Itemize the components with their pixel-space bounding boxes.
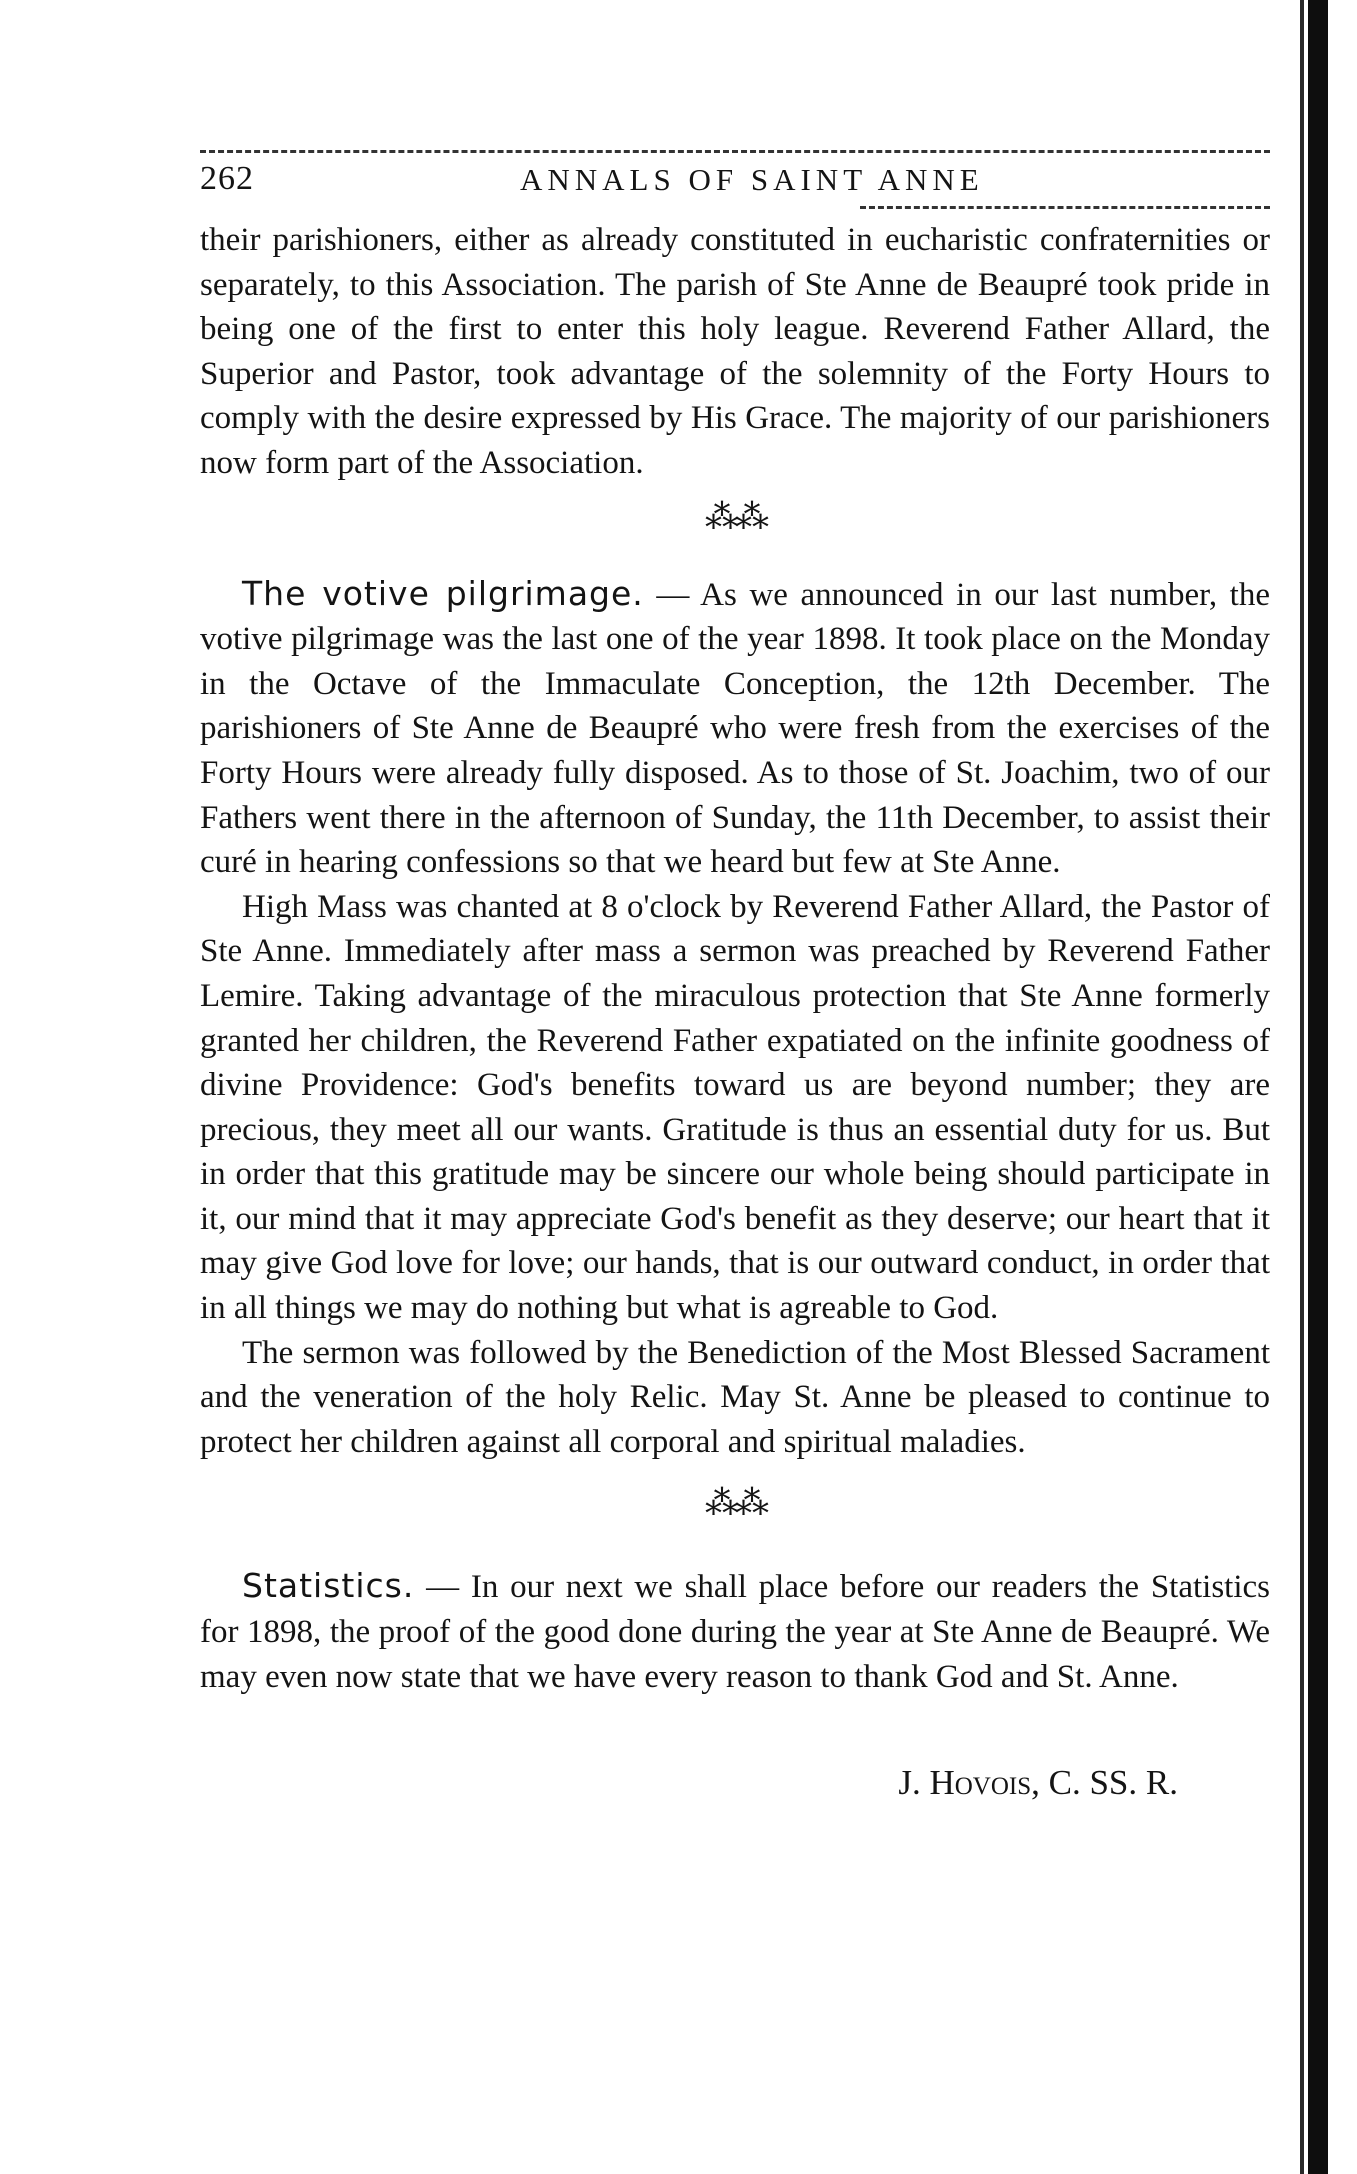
section-heading-votive-pilgrimage: The votive pilgrimage. (242, 573, 644, 613)
signature-initial: J. (898, 1763, 930, 1803)
paragraph-benediction: The sermon was followed by the Benediction of the Most Blessed Sacrament and the veneration of the holy Relic. May St. Anne be pleased to continue to protect her children against all corporal and spiritual maladies. (200, 1334, 1270, 1460)
section-ornament: ⁂⁂ (705, 498, 765, 536)
page-body (200, 218, 1270, 1806)
signature-order: , C. SS. R. (1031, 1763, 1178, 1803)
header-rule-top (200, 150, 1270, 153)
binding-shadow-thin (1300, 0, 1304, 2174)
signature-surname: Hovois (929, 1763, 1032, 1803)
paragraph-high-mass: High Mass was chanted at 8 o'clock by Reverend Father Allard, the Pastor of Ste Anne. Immediately after mass a sermon was preached by Reverend Father Lemire. Taking advantage of the miraculous protection that Ste Anne formerly granted her children, the Reverend Father expatiated on the infinite goodness of divine Providence: God's benefits toward us are beyond number; they are precious, they meet all our wants. Gratitude is thus an essential duty for us. But in order that this gratitude may be sincere our whole being should participate in it, our mind that it may appreciate God's benefit as they deserve; our heart that it may give God love for love; our hands, that is our outward conduct, in order that in all things we may do nothing but what is agreable to God. (200, 888, 1270, 1327)
section-ornament: ⁂⁂ (705, 1485, 765, 1523)
signature (200, 1761, 1270, 1806)
running-title: ANNALS OF SAINT ANNE (520, 162, 984, 197)
paragraph-votive-pilgrimage (200, 572, 1270, 885)
binding-shadow (1308, 0, 1328, 2174)
paragraph-association: their parishioners, either as already constituted in eucharistic confraternities or separately, to this Association. The parish of Ste Anne de Beaupré took pride in being one of the first to enter this holy league. Reverend Father Allard, the Superior and Pastor, took advantage of the solemnity of the Forty Hours to comply with the desire expressed by His Grace. The majority of our parishioners now form part of the Association. (200, 222, 1270, 481)
paragraph-text: — In our next we shall place before our readers the Statistics for 1898, the proof of the good done during the year at Ste Anne de Beaupré. We may even now state that we have every reason to thank God and St. Anne. (200, 1569, 1270, 1695)
page-number: 262 (200, 160, 254, 197)
header-rule-bottom (860, 206, 1270, 209)
section-heading-statistics: Statistics. (242, 1566, 415, 1606)
paragraph-statistics (200, 1564, 1270, 1699)
paragraph-text: — As we announced in our last number, the votive pilgrimage was the last one of the year 1898. It took place on the Monday in the Octave of the Immaculate Conception, the 12th December. The parishioners of Ste Anne de Beaupré who were fresh from the exercises of the Forty Hours were already fully disposed. As to those of St. Joachim, two of our Fathers went there in the afternoon of Sunday, the 11th December, to assist their curé in hearing confessions so that we heard but few at Ste Anne. (200, 576, 1270, 881)
